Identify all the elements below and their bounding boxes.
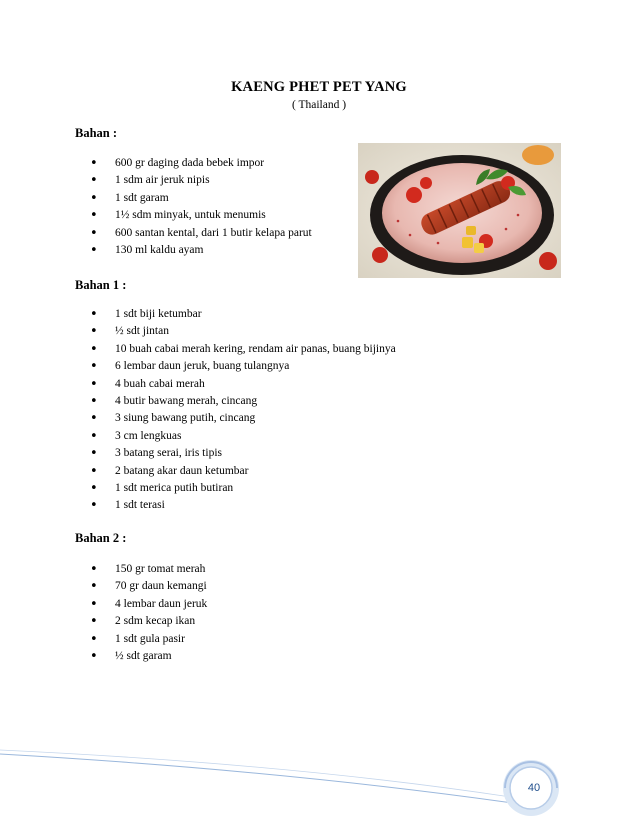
list-item: • 1½ sdm minyak, untuk menumis	[90, 207, 312, 224]
dish-photo	[358, 143, 561, 278]
section-heading-bahan-2: Bahan 2 :	[75, 531, 127, 545]
list-item: • 3 siung bawang putih, cincang	[90, 410, 396, 427]
recipe-title: KAENG PHET PET YANG	[231, 79, 407, 95]
list-item: • 600 santan kental, dari 1 butir kelapa parut	[90, 225, 312, 242]
list-item: • 4 lembar daun jeruk	[90, 596, 207, 613]
list-item: • 3 batang serai, iris tipis	[90, 445, 396, 462]
list-item: • 10 buah cabai merah kering, rendam air panas, buang bijinya	[90, 341, 396, 358]
list-item: • 3 cm lengkuas	[90, 428, 396, 445]
list-item: • ½ sdt jintan	[90, 323, 396, 340]
section-heading-bahan-1: Bahan 1 :	[75, 278, 127, 292]
ingredient-list-bahan-1	[90, 306, 396, 515]
list-item: • 1 sdt terasi	[90, 497, 396, 514]
list-item: • 2 sdm kecap ikan	[90, 613, 207, 630]
list-item: • 600 gr daging dada bebek impor	[90, 155, 312, 172]
list-item: • 130 ml kaldu ayam	[90, 242, 312, 259]
recipe-origin: ( Thailand )	[291, 99, 347, 111]
list-item: • 1 sdt gula pasir	[90, 631, 207, 648]
ingredient-list-bahan	[90, 155, 312, 259]
list-item: • 6 lembar daun jeruk, buang tulangnya	[90, 358, 396, 375]
section-heading-bahan: Bahan :	[75, 126, 118, 140]
list-item: • 4 buah cabai merah	[90, 376, 396, 393]
list-item: • 1 sdt garam	[90, 190, 312, 207]
list-item: • 150 gr tomat merah	[90, 561, 207, 578]
dish-illustration	[358, 143, 561, 278]
page-number: 40	[527, 782, 541, 794]
list-item: • ½ sdt garam	[90, 648, 207, 665]
list-item: • 70 gr daun kemangi	[90, 578, 207, 595]
list-item: • 1 sdt merica putih butiran	[90, 480, 396, 497]
list-item: • 1 sdm air jeruk nipis	[90, 172, 312, 189]
list-item: • 4 butir bawang merah, cincang	[90, 393, 396, 410]
list-item: • 2 batang akar daun ketumbar	[90, 463, 396, 480]
list-item: • 1 sdt biji ketumbar	[90, 306, 396, 323]
ingredient-list-bahan-2	[90, 561, 207, 665]
